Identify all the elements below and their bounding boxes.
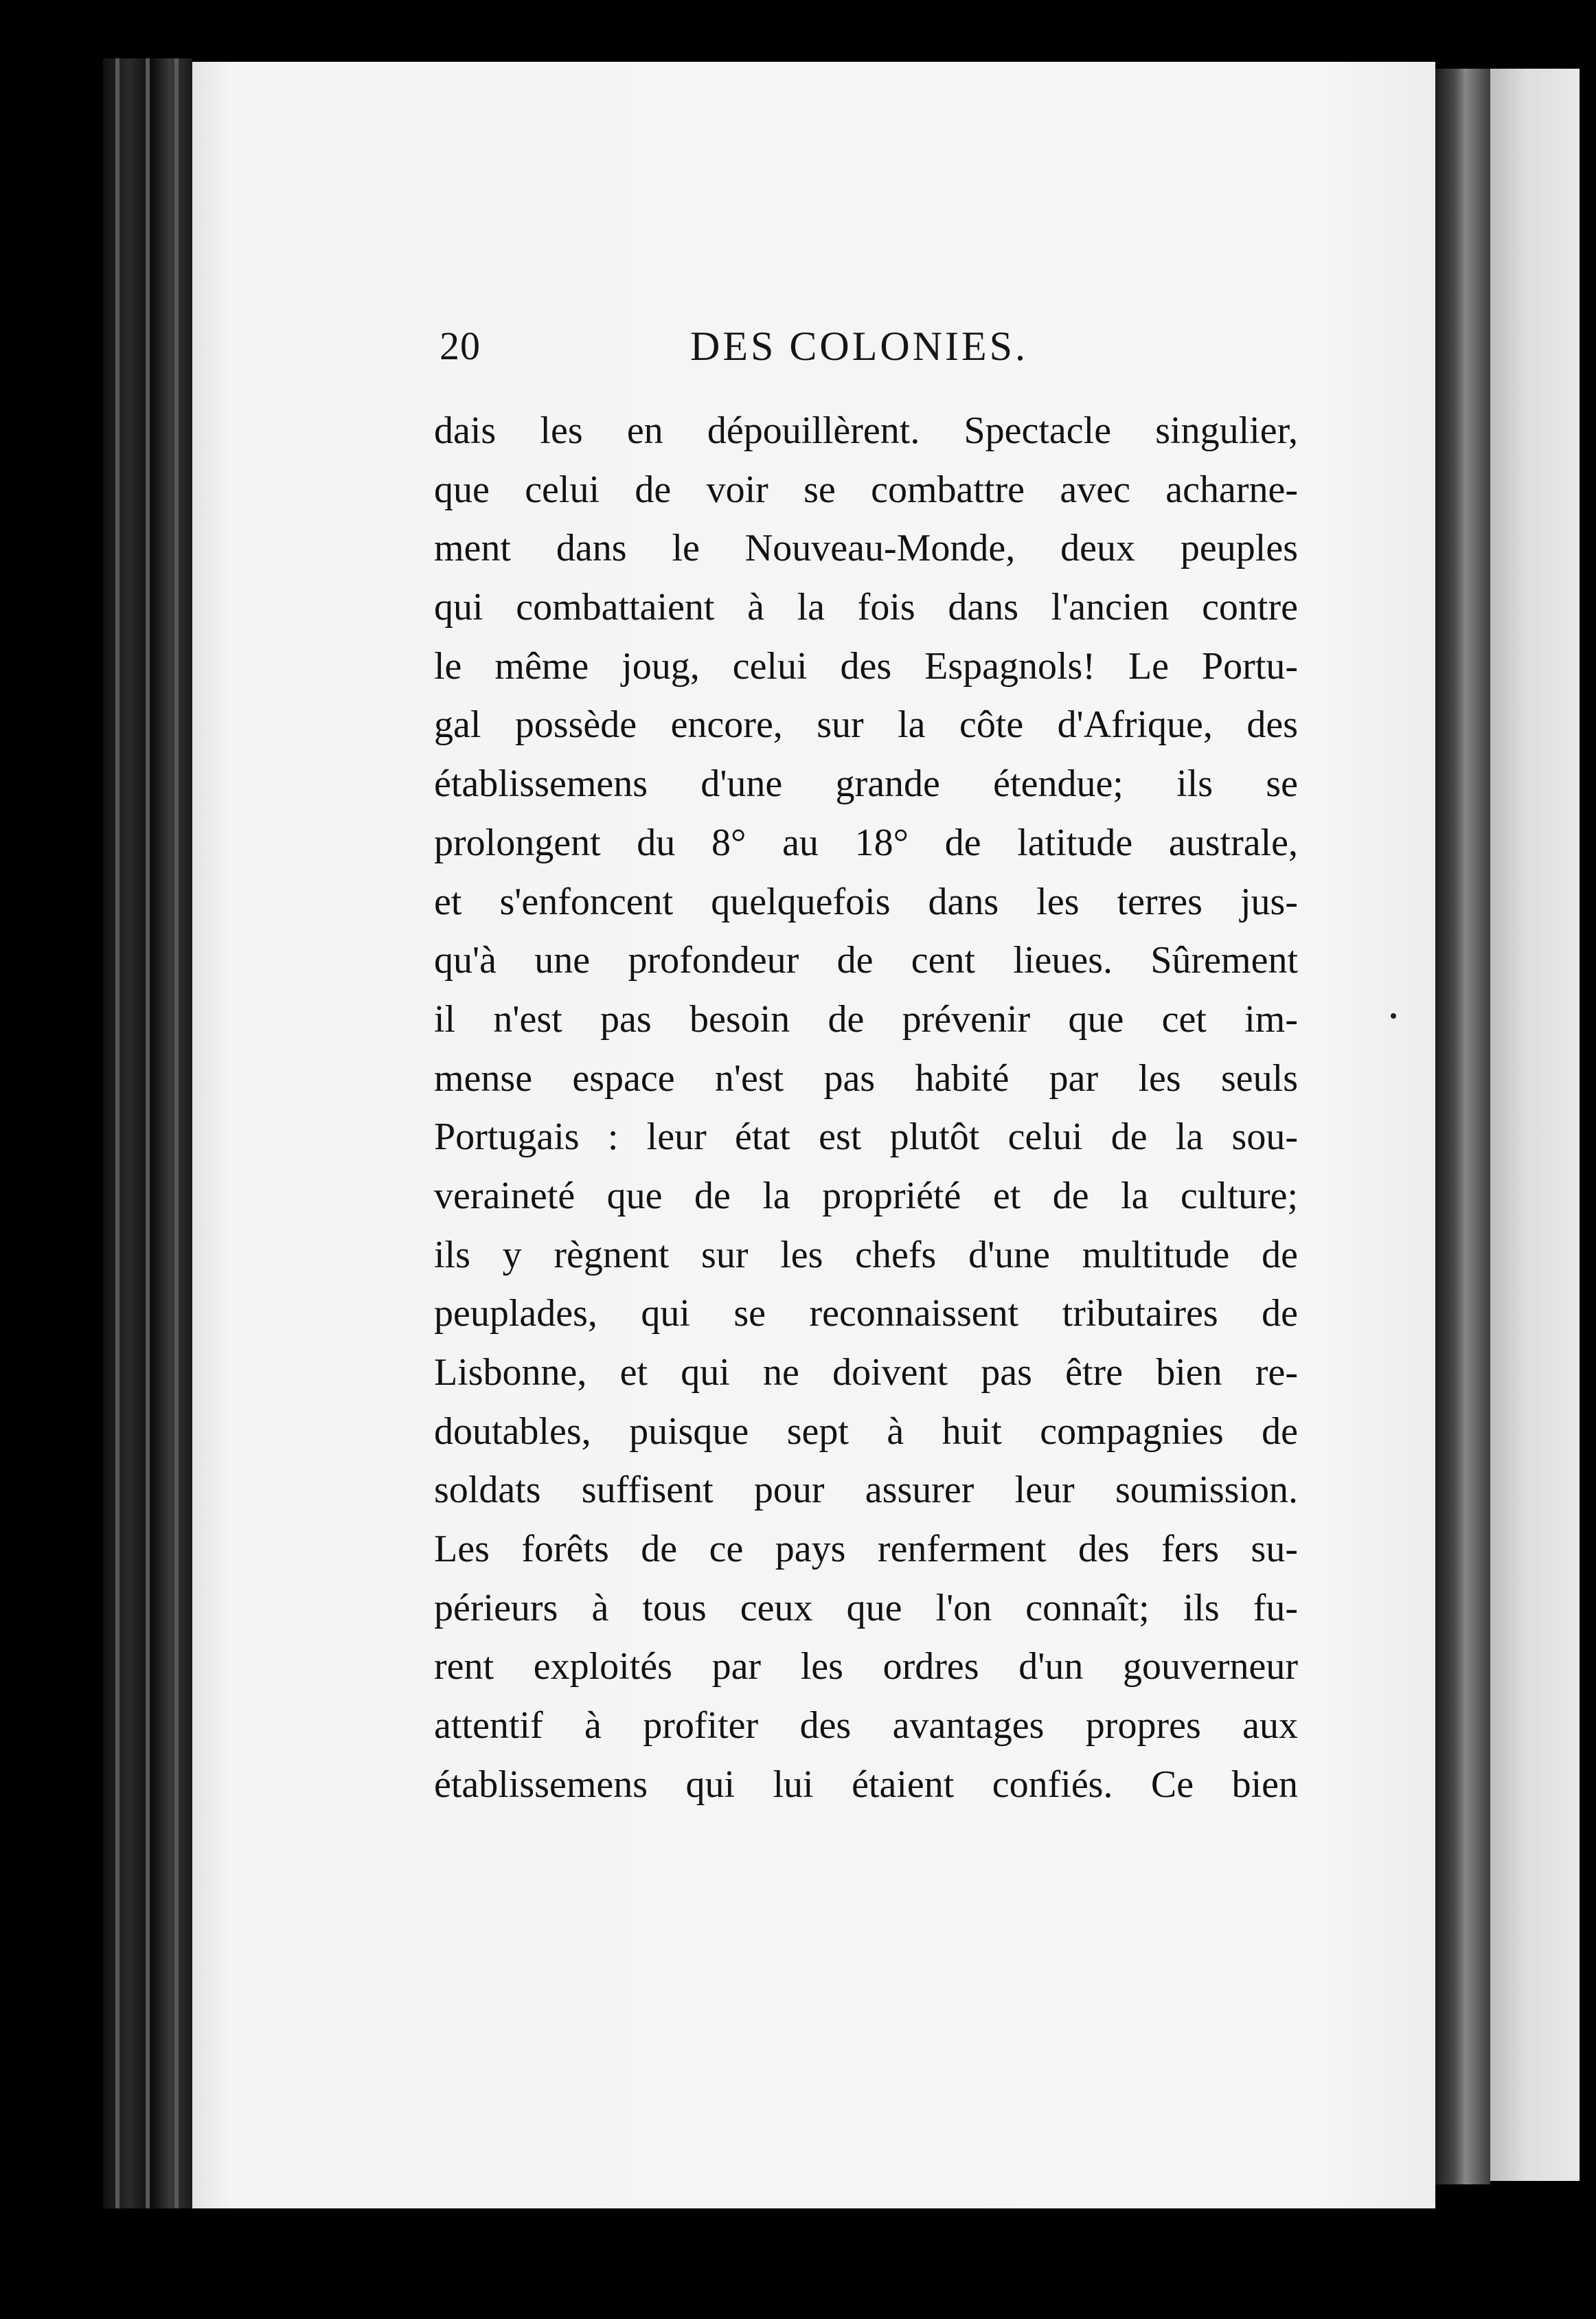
text-line: périeurs à tous ceux que l'on connaît; ils fu- <box>434 1586 1298 1629</box>
text-line: il n'est pas besoin de prévenir que cet im- <box>434 997 1298 1041</box>
text-line: soldats suffisent pour assurer leur soumission. <box>434 1469 1298 1512</box>
stray-mark <box>1391 1013 1396 1019</box>
text-line: mense espace n'est pas habité par les seuls <box>434 1056 1298 1100</box>
running-head <box>440 323 1332 385</box>
text-line: établissemens qui lui étaient confiés. Ce bien <box>434 1763 1298 1806</box>
running-title: DES COLONIES. <box>690 324 1029 369</box>
text-line: attentif à profiter des avantages propres aux <box>434 1704 1298 1747</box>
text-line: gal possède encore, sur la côte d'Afrique, des <box>434 703 1298 747</box>
text-line: ment dans le Nouveau-Monde, deux peuples <box>434 527 1298 570</box>
text-line: doutables, puisque sept à huit compagnies de <box>434 1410 1298 1453</box>
text-line: qui combattaient à la fois dans l'ancien contre <box>434 586 1298 629</box>
text-line: Lisbonne, et qui ne doivent pas être bien re- <box>434 1351 1298 1394</box>
facing-page-edge <box>1490 69 1580 2181</box>
book-edge-left <box>103 58 192 2208</box>
text-line: qu'à une profondeur de cent lieues. Sûrement <box>434 939 1298 982</box>
text-line: dais les en dépouillèrent. Spectacle singulier, <box>434 409 1298 452</box>
text-line: Les forêts de ce pays renferment des fers su- <box>434 1528 1298 1571</box>
text-line: ils y règnent sur les chefs d'une multitude de <box>434 1233 1298 1276</box>
text-line: établissemens d'une grande étendue; ils se <box>434 762 1298 806</box>
text-line: le même joug, celui des Espagnols! Le Portu- <box>434 644 1298 688</box>
text-line: veraineté que de la propriété et de la culture; <box>434 1174 1298 1217</box>
text-line: Portugais : leur état est plutôt celui de la sou- <box>434 1116 1298 1159</box>
page-number: 20 <box>440 324 481 368</box>
book-gutter-shadow <box>1435 69 1490 2184</box>
text-line: que celui de voir se combattre avec acharne- <box>434 468 1298 511</box>
text-line: et s'enfoncent quelquefois dans les terres jus- <box>434 880 1298 923</box>
text-line: peuplades, qui se reconnaissent tributaires de <box>434 1292 1298 1335</box>
edge-stripe <box>174 58 179 2208</box>
body-text <box>434 402 1298 1815</box>
edge-stripe <box>115 58 119 2208</box>
text-line: rent exploités par les ordres d'un gouverneur <box>434 1645 1298 1688</box>
edge-stripe <box>146 58 150 2208</box>
text-line: prolongent du 8° au 18° de latitude australe, <box>434 821 1298 864</box>
